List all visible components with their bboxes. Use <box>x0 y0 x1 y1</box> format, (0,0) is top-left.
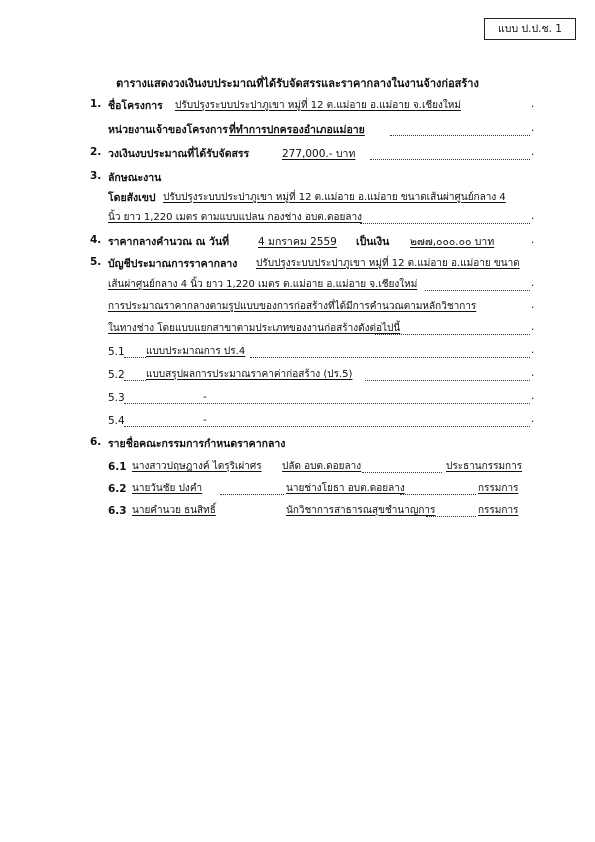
item-6-2-number: 6.2 <box>108 483 127 495</box>
item-5-1-number: 5.1 <box>108 346 125 358</box>
item-5-1-text: แบบประมาณการ ปร.4 <box>146 346 246 357</box>
item-5-2-lead-fill <box>124 380 146 381</box>
item-6-3-fill <box>426 516 476 517</box>
item-3-description-line-1: ปรับปรุงระบบประปาภูเขา หมู่ที่ 12 ต.แม่อาย อ.แม่อาย ขนาดเส้นผ่าศูนย์กลาง 4 <box>163 192 506 203</box>
item-6-1-position: ปลัด อบต.ดอยลาง <box>282 461 362 472</box>
item-1-agency-name: ที่ทำการปกครองอำเภอแม่อาย <box>229 124 365 136</box>
item-1-agency-fill-line <box>390 135 530 136</box>
item-6-3-name: นายคำนวย ธนสิทธิ์ <box>132 505 216 516</box>
item-1-label: ชื่อโครงการ <box>108 100 163 112</box>
item-2-label: วงเงินงบประมาณที่ได้รับจัดสรร <box>108 148 250 160</box>
item-6-1-number: 6.1 <box>108 461 127 473</box>
item-6-3-role: กรรมการ <box>478 505 519 516</box>
item-6-2-name-fill <box>220 494 284 495</box>
item-3-sub-label: โดยสังเขป <box>108 192 156 204</box>
item-1-agency-end-dot: . <box>531 122 535 134</box>
item-5-line-3: การประมาณราคากลางตามรูปแบบของการก่อสร้างที่ได้มีการคำนวณตามหลักวิชาการ <box>108 301 477 312</box>
item-6-number: 6. <box>90 436 102 448</box>
item-5-number: 5. <box>90 256 102 268</box>
item-3-description-line-2: นิ้ว ยาว 1,220 เมตร ตามแบบแปลน กองช่าง อบต.ดอยลาง <box>108 212 362 223</box>
item-2-end-dot: . <box>531 146 535 158</box>
item-5-line-3-end-dot: . <box>531 299 535 311</box>
item-4-date: 4 มกราคม 2559 <box>258 236 337 248</box>
item-6-3-position: นักวิชาการสาธารณสุขชำนาญการ <box>286 505 436 516</box>
item-5-line-4: ในทางช่าง โดยแบบแยกสาขาตามประเภทของงานก่อสร้างดังต่อไปนี้ <box>108 323 401 334</box>
form-code: แบบ ป.ป.ช. 1 <box>498 23 562 35</box>
form-code-box <box>484 18 576 40</box>
item-5-label: บัญชีประมาณการราคากลาง <box>108 258 238 270</box>
item-2-budget-value: 277,000.- บาท <box>282 148 356 160</box>
item-6-2-position: นายช่างโยธา อบต.ดอยลาง <box>286 483 405 494</box>
item-5-line-2: เส้นผ่าศูนย์กลาง 4 นิ้ว ยาว 1,220 เมตร ต.แม่อาย อ.แม่อาย จ.เชียงใหม่ <box>108 279 418 290</box>
item-4-number: 4. <box>90 234 102 246</box>
item-5-line-4-end-dot: . <box>531 321 535 333</box>
item-5-line-2-end-dot: . <box>531 277 535 289</box>
item-5-1-end-dot: . <box>531 344 535 356</box>
item-5-2-number: 5.2 <box>108 369 125 381</box>
item-6-2-fill <box>400 494 476 495</box>
item-3-number: 3. <box>90 170 102 182</box>
item-3-end-dot: . <box>531 210 535 222</box>
item-5-2-end-dot: . <box>531 367 535 379</box>
item-5-1-fill <box>250 357 530 358</box>
item-6-1-fill <box>362 472 442 473</box>
item-1-end-dot: . <box>531 98 535 110</box>
item-3-label: ลักษณะงาน <box>108 172 162 184</box>
item-2-fill-line <box>370 159 530 160</box>
item-1-agency-label: หน่วยงานเจ้าของโครงการ <box>108 124 228 136</box>
item-5-4-number: 5.4 <box>108 415 125 427</box>
item-5-4-fill <box>124 426 530 427</box>
item-5-3-text: - <box>203 391 207 403</box>
item-5-1-lead-fill <box>124 357 146 358</box>
item-6-2-name: นายวันชัย ปงคำ <box>132 483 203 494</box>
item-6-1-name: นางสาวปฤษฎางค์ ไตรุริเผ่าศร <box>132 461 262 472</box>
item-5-3-fill <box>124 403 530 404</box>
item-3-fill-line <box>360 223 530 224</box>
item-5-line-2-fill <box>425 290 530 291</box>
item-6-1-role: ประธานกรรมการ <box>446 461 523 472</box>
item-6-3-number: 6.3 <box>108 505 127 517</box>
item-4-end-dot: . <box>531 234 535 246</box>
item-2-number: 2. <box>90 146 102 158</box>
item-5-4-end-dot: . <box>531 413 535 425</box>
item-1-number: 1. <box>90 98 102 110</box>
item-1-project-name: ปรับปรุงระบบประปาภูเขา หมู่ที่ 12 ต.แม่อาย อ.แม่อาย จ.เชียงใหม่ <box>175 100 461 111</box>
item-5-4-text: - <box>203 414 207 426</box>
item-5-line-1: ปรับปรุงระบบประปาภูเขา หมู่ที่ 12 ต.แม่อาย อ.แม่อาย ขนาด <box>256 258 520 269</box>
item-4-amount: ๒๗๗,๐๐๐.๐๐ บาท <box>410 236 495 248</box>
item-5-3-end-dot: . <box>531 390 535 402</box>
page-title: ตารางแสดงวงเงินงบประมาณที่ได้รับจัดสรรและราคากลางในงานจ้างก่อสร้าง <box>116 77 479 90</box>
item-5-2-fill <box>365 380 530 381</box>
item-6-label: รายชื่อคณะกรรมการกำหนดราคากลาง <box>108 438 286 450</box>
item-5-line-4-fill <box>375 334 530 335</box>
item-5-3-number: 5.3 <box>108 392 125 404</box>
item-5-2-text: แบบสรุปผลการประมาณราคาค่าก่อสร้าง (ปร.5) <box>146 369 353 380</box>
item-6-2-role: กรรมการ <box>478 483 519 494</box>
item-4-label: ราคากลางคำนวณ ณ วันที่ <box>108 236 230 248</box>
item-4-amount-label: เป็นเงิน <box>356 236 390 248</box>
